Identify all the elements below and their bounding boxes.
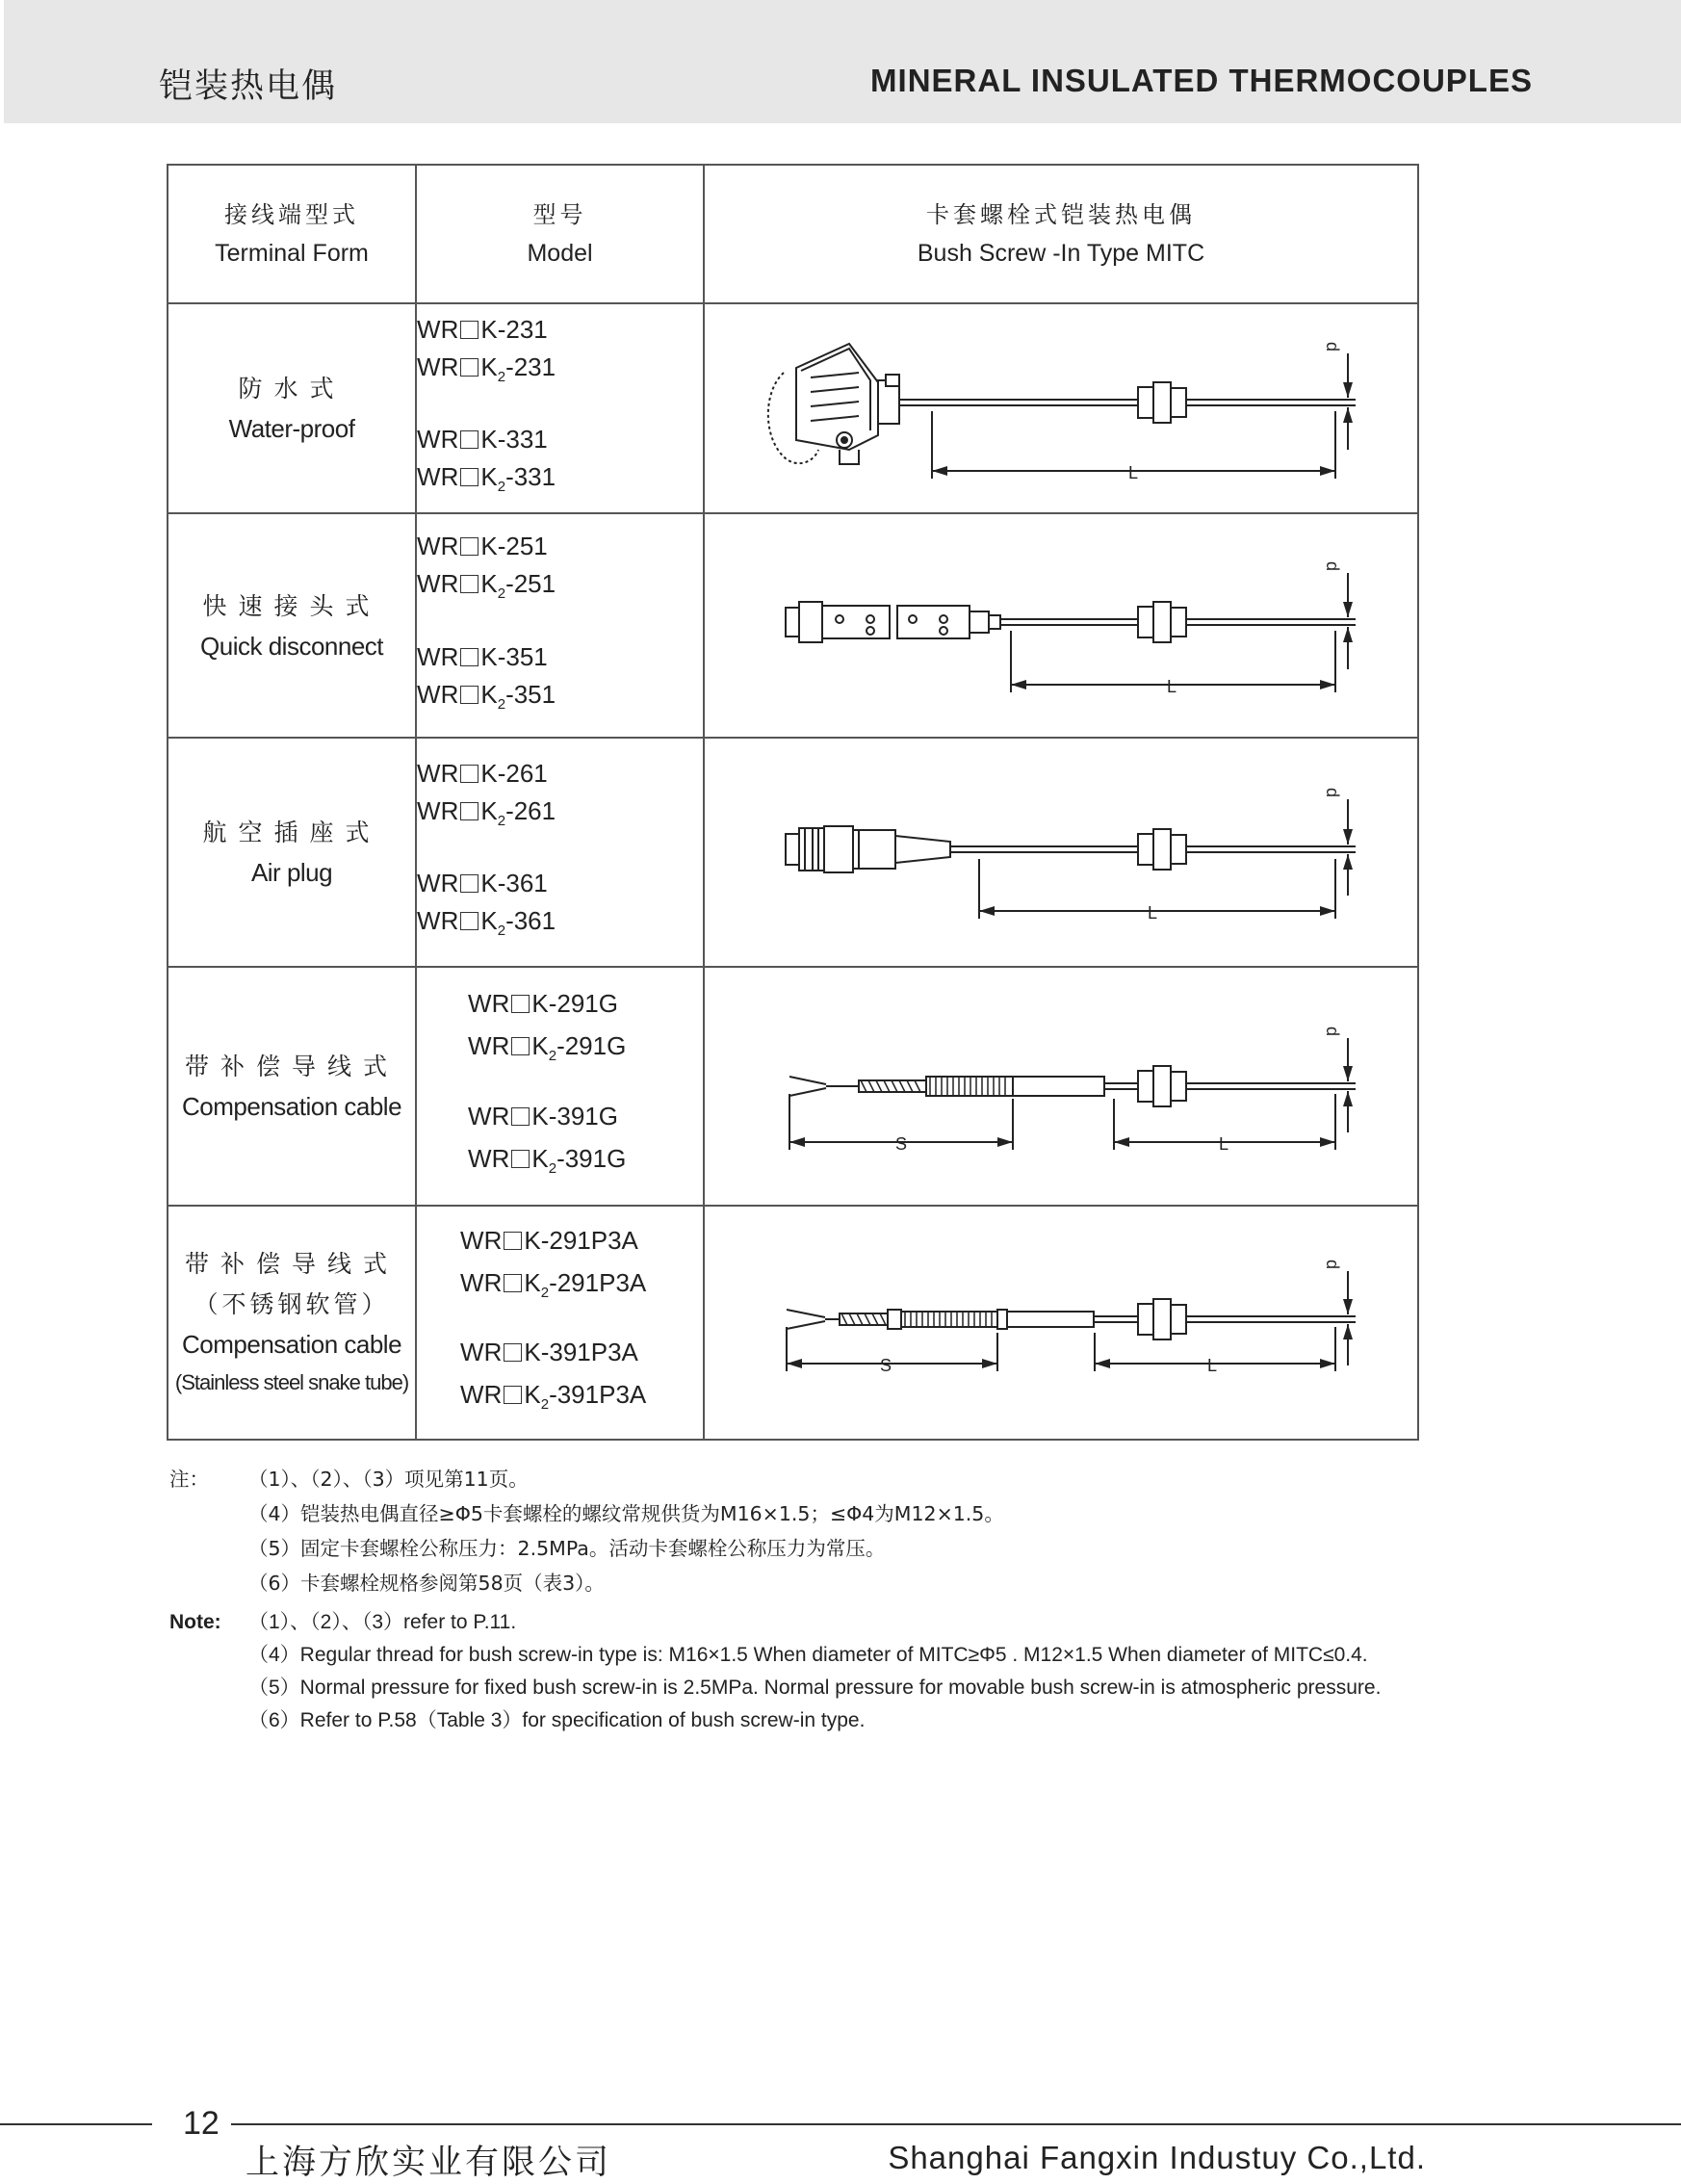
head-type (704, 165, 1418, 303)
note-item: （4）铠装热电偶直径≥Φ5卡套螺栓的螺纹常规供货为M16×1.5；≤Φ4为M12×1.5。 (248, 1502, 1004, 1525)
header-title-en: MINERAL INSULATED THERMOCOUPLES (870, 63, 1533, 98)
footer-rule-right (231, 2123, 1681, 2125)
form-en: Water-proof (228, 414, 355, 443)
note-item: （6）Refer to P.58（Table 3）for specification of bush screw-in type. (248, 1709, 866, 1731)
form-cn: 防水式 (238, 375, 346, 403)
form-en: Quick disconnect (200, 631, 384, 661)
dim-L-label: L (1219, 1134, 1229, 1154)
figure-cell (704, 1206, 1418, 1440)
model-line: WR $K_2-291G$ (468, 1030, 627, 1064)
model-line: WR $K_2-361$ (417, 906, 556, 940)
model-cell (416, 967, 704, 1206)
company-name-cn: 上海方欣实业有限公司 (246, 2144, 612, 2182)
form-en: Compensation cable (182, 1329, 402, 1359)
note-item: Note: （1）、（2）、（3）refer to P.11. (169, 1606, 1421, 1639)
dim-d-label: d (1323, 788, 1342, 798)
model-line: WR K-391P3A (460, 1337, 638, 1366)
form-cell (168, 513, 416, 738)
model-line: WR K-261 (417, 758, 548, 788)
notes-cn-label: 注： (169, 1468, 209, 1491)
note-item: （5）Normal pressure for fixed bush screw-in is 2.5MPa. Normal pressure for movable bush screw-in is atmospheric pressure. (248, 1677, 1382, 1699)
compensation-cable-thermocouple-drawing (705, 969, 1417, 1204)
table-row (168, 513, 1418, 738)
waterproof-thermocouple-drawing (705, 305, 1417, 511)
dim-L-label: L (1207, 1356, 1218, 1375)
table-header-row (168, 165, 1418, 303)
model-line: WR K-361 (417, 869, 548, 897)
model-line: WR K-391G (468, 1102, 618, 1131)
table-row (168, 967, 1418, 1206)
notes-en-label: Note: (169, 1611, 221, 1633)
table-row (168, 303, 1418, 513)
dim-S-label: S (880, 1356, 892, 1375)
dim-d-label: d (1323, 1260, 1342, 1270)
note-item: （6）卡套螺栓规格参阅第58页（表3）。 (248, 1572, 605, 1595)
figure-cell (704, 738, 1418, 967)
model-cell (416, 303, 704, 513)
form-en: Compensation cable (182, 1092, 402, 1121)
snake-tube-thermocouple-drawing (705, 1208, 1417, 1438)
head-terminal-form (168, 165, 416, 303)
dim-L-label: L (1148, 903, 1158, 923)
model-line: WR K-251 (417, 532, 548, 561)
model-cell (416, 1206, 704, 1440)
model-line: WR $K_2-251$ (417, 569, 556, 603)
table-row (168, 1206, 1418, 1440)
model-line: WR K-351 (417, 641, 548, 671)
notes-en (169, 1606, 1421, 1737)
table-row (168, 738, 1418, 967)
page-number: 12 (183, 2105, 220, 2142)
head-type-en: Bush Screw -In Type MITC (917, 240, 1205, 267)
header-title-cn: 铠装热电偶 (159, 67, 338, 106)
dim-L-label: L (1128, 463, 1139, 482)
figure-cell (704, 303, 1418, 513)
note-item: （4）Regular thread for bush screw-in type is: M16×1.5 When diameter of MITC≥Φ5 . M12×1.5 When diameter of MITC≤0.4. (248, 1644, 1368, 1666)
model-line: WR $K_2-291P3A$ (460, 1268, 647, 1302)
spec-table (167, 164, 1419, 1441)
head-model (416, 165, 704, 303)
head-form-cn: 接线端型式 (224, 201, 360, 228)
dim-d-label: d (1323, 1027, 1342, 1037)
model-line: WR K-331 (417, 425, 548, 454)
model-line: WR $K_2-331$ (417, 462, 556, 496)
form-cn: 带补偿导线式 (185, 1053, 400, 1080)
form-cell (168, 1206, 416, 1440)
note-item: 注： （1）、（2）、（3）项见第11页。 (169, 1462, 1421, 1496)
form-cell (168, 303, 416, 513)
model-line: WR $K_2-391G$ (468, 1144, 627, 1178)
model-line: WR $K_2-261$ (417, 795, 556, 829)
air-plug-thermocouple-drawing (705, 740, 1417, 965)
model-cell (416, 513, 704, 738)
note-item: （5）固定卡套螺栓公称压力：2.5MPa。活动卡套螺栓公称压力为常压。 (248, 1537, 886, 1560)
dim-S-label: S (895, 1134, 908, 1154)
dim-L-label: L (1167, 677, 1177, 696)
quick-disconnect-thermocouple-drawing (705, 515, 1417, 736)
form-cn: 快速接头式 (202, 591, 381, 620)
model-line: WR $K_2-351$ (417, 679, 556, 713)
form-cell (168, 967, 416, 1206)
form-cn: 带补偿导线式 (185, 1249, 400, 1278)
footer-rule-left (0, 2123, 152, 2125)
dim-d-label: d (1323, 561, 1342, 572)
figure-cell (704, 513, 1418, 738)
figure-cell (704, 967, 1418, 1206)
head-model-en: Model (527, 240, 593, 267)
model-line: WR $K_2-391P3A$ (460, 1379, 647, 1413)
form-en-sub: (Stainless steel snake tube) (174, 1369, 409, 1394)
form-cn-sub: （不锈钢软管） (194, 1289, 390, 1318)
model-cell (416, 738, 704, 967)
company-name-en: Shanghai Fangxin Industuy Co.,Ltd. (888, 2140, 1426, 2175)
notes-cn (169, 1462, 1421, 1600)
form-cn: 航空插座式 (202, 819, 381, 846)
model-line: WR K-231 (417, 314, 548, 344)
model-line: WR $K_2-231$ (417, 351, 556, 385)
dim-d-label: d (1323, 342, 1342, 352)
head-type-cn: 卡套螺栓式铠装热电偶 (926, 201, 1196, 228)
head-form-en: Terminal Form (215, 240, 369, 267)
form-cell (168, 738, 416, 967)
form-en: Air plug (250, 858, 333, 887)
head-model-cn: 型号 (532, 201, 587, 228)
model-line: WR K-291P3A (460, 1226, 638, 1256)
model-line: WR K-291G (468, 988, 618, 1018)
